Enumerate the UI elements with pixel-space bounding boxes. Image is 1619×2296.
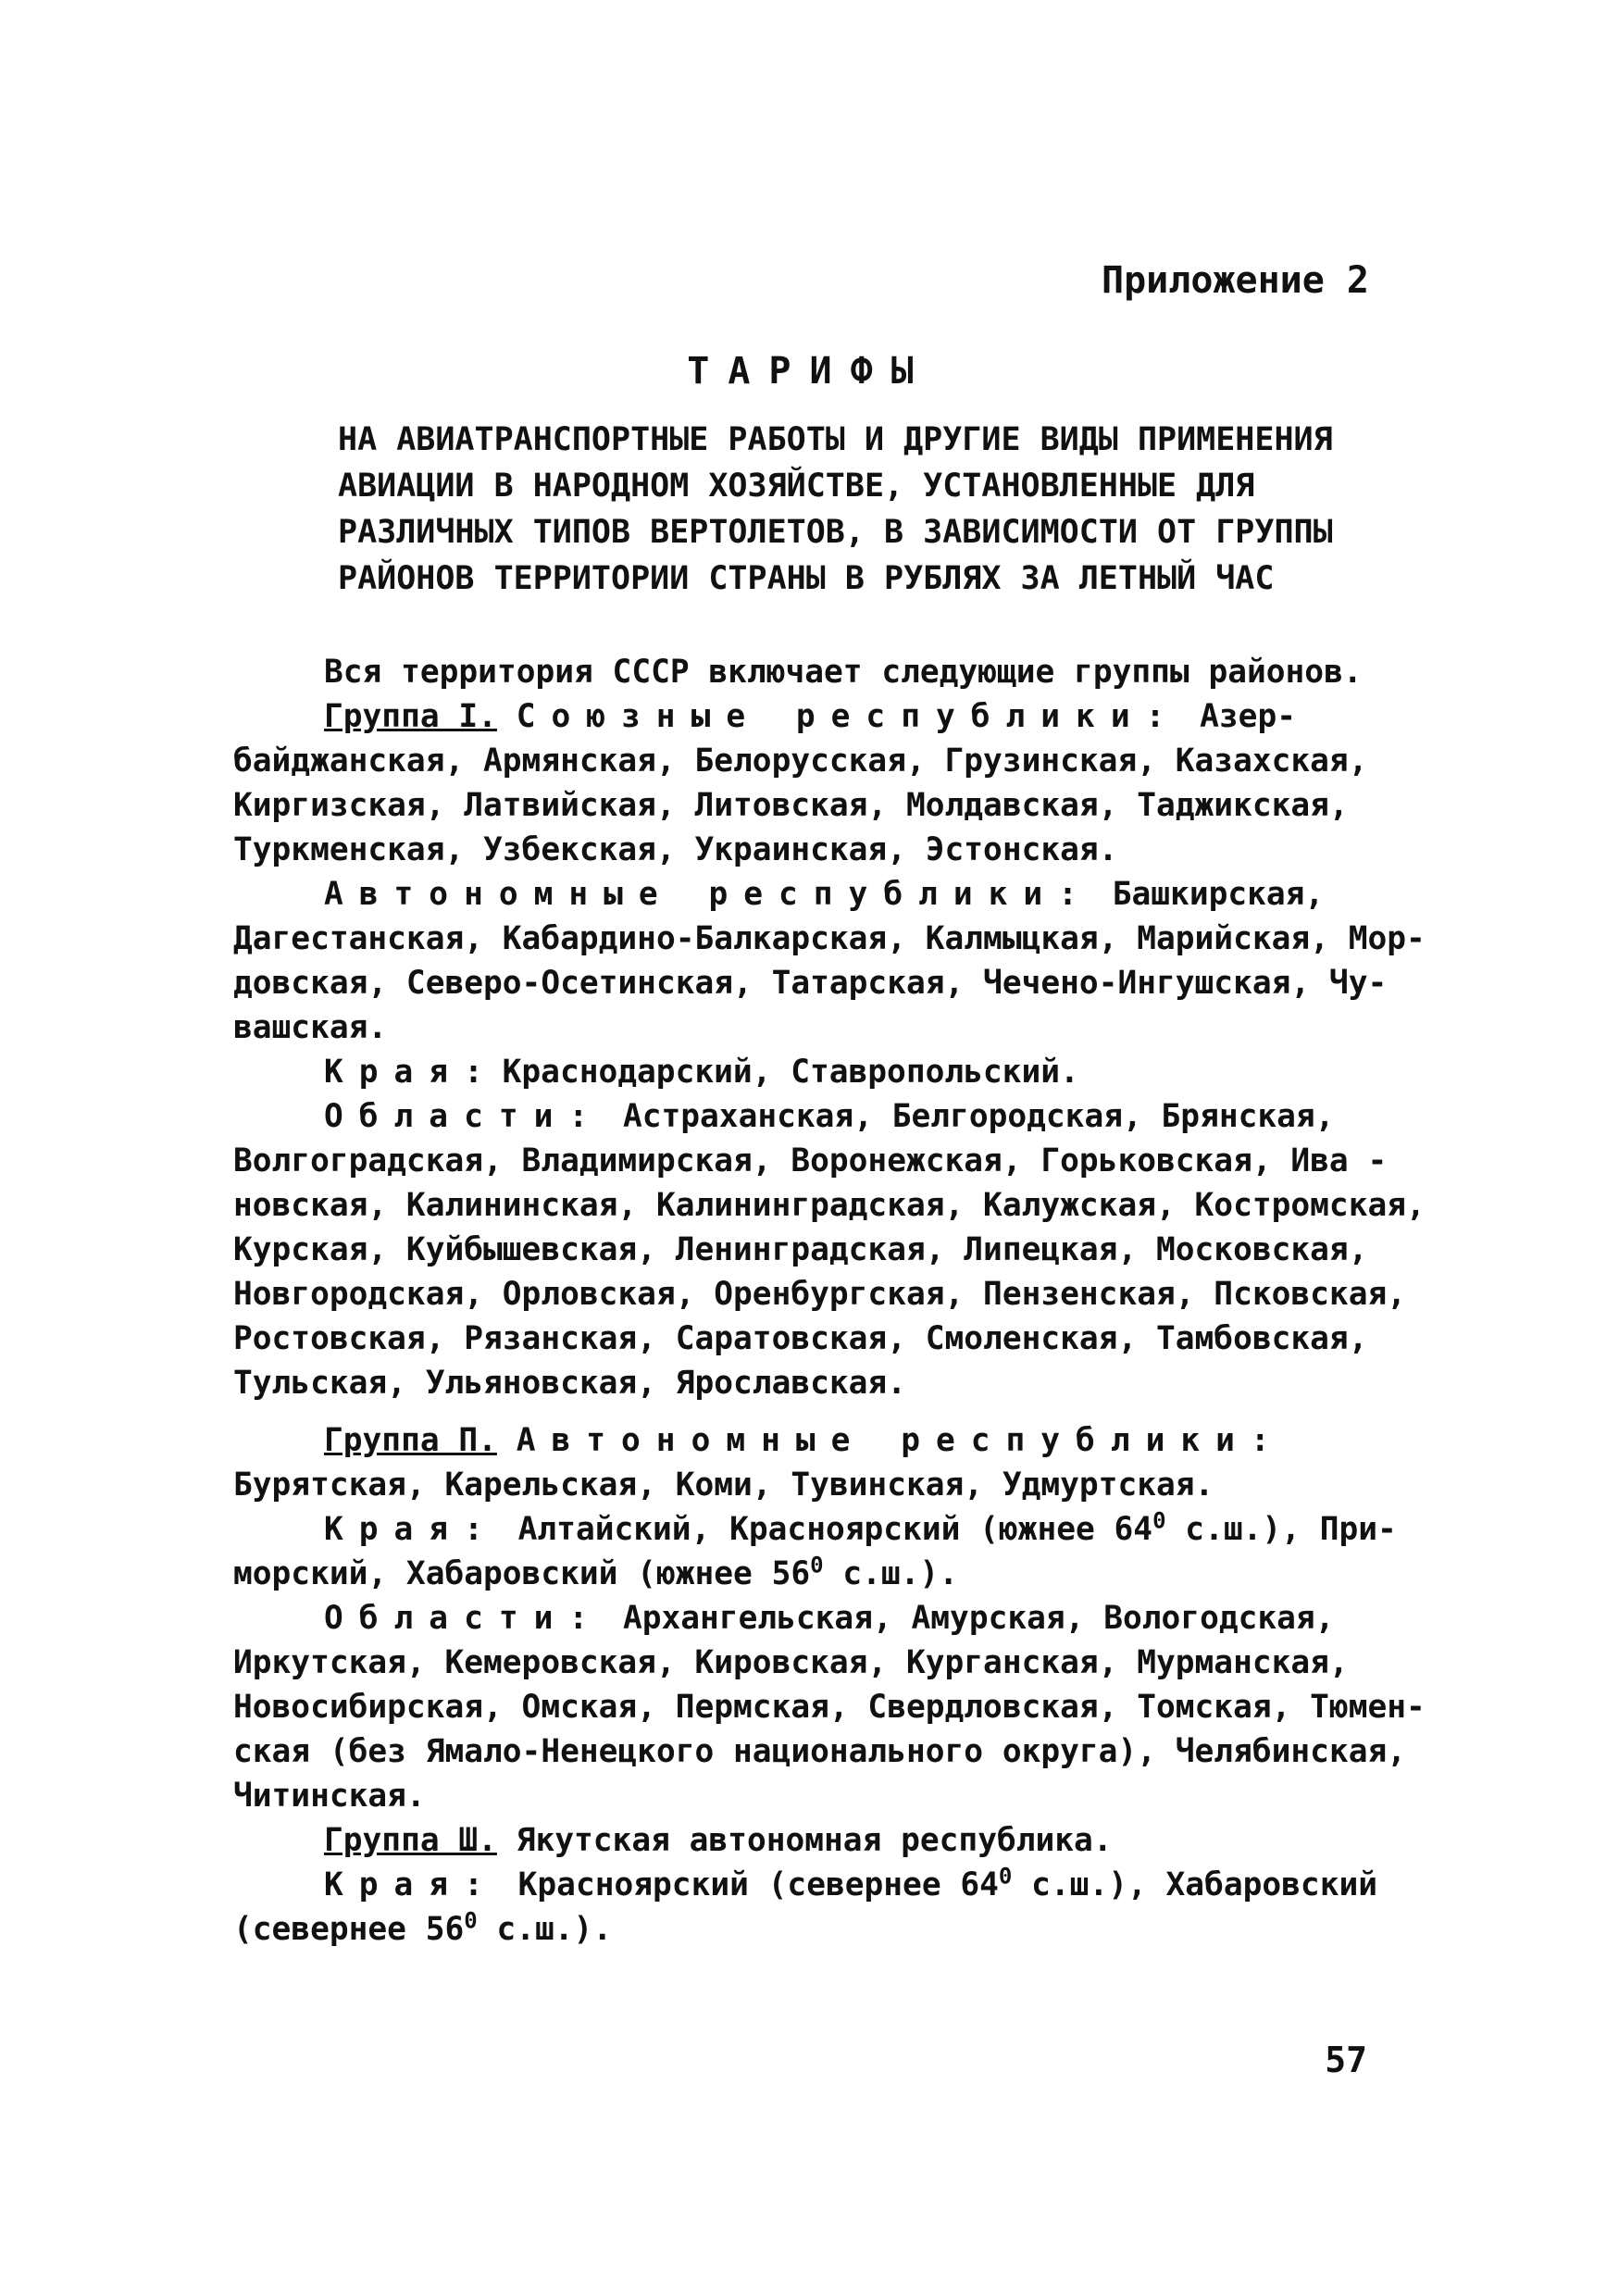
document-title: ТАРИФЫ bbox=[687, 350, 932, 393]
group2-obl-text: Архангельская, Амурская, Вологодская, bbox=[604, 1600, 1335, 1637]
group1-label: Группа I. bbox=[324, 698, 497, 735]
text-line: Иркутская, Кемеровская, Кировская, Курганская, Мурманская, bbox=[233, 1644, 1349, 1681]
text-line bbox=[233, 1907, 1400, 1952]
group1-union-line bbox=[233, 694, 1400, 739]
group1-union-title: Союзные республики: bbox=[516, 698, 1181, 735]
degree-sup: 0 bbox=[998, 1863, 1013, 1890]
group3-line bbox=[233, 1818, 1400, 1863]
text-fragment: морский, Хабаровский (южнее 56 bbox=[233, 1555, 811, 1592]
group3-text: Якутская автономная республика. bbox=[496, 1822, 1113, 1859]
group1-kray-title: Края bbox=[324, 1054, 465, 1091]
group2-obl-line bbox=[233, 1596, 1400, 1641]
text-line bbox=[233, 1552, 1400, 1596]
text-line: байджанская, Армянская, Белорусская, Грузинская, Казахская, bbox=[233, 742, 1368, 780]
group1-kray-text: : Краснодарский, Ставропольский. bbox=[464, 1054, 1079, 1091]
text-line: довская, Северо-Осетинская, Татарская, Чечено-Ингушская, Чу- bbox=[233, 965, 1388, 1002]
text-line: Ростовская, Рязанская, Саратовская, Смоленская, Тамбовская, bbox=[233, 1320, 1368, 1357]
text-line: Тульская, Ульяновская, Ярославская. bbox=[233, 1365, 906, 1402]
subtitle-line: АВИАЦИИ В НАРОДНОМ ХОЗЯЙСТВЕ, УСТАНОВЛЕННЫЕ ДЛЯ bbox=[338, 468, 1255, 505]
intro-paragraph: Вся территория СССР включает следующие группы районов. bbox=[324, 654, 1363, 691]
text-line: Волгоградская, Владимирская, Воронежская, Горьковская, Ива - bbox=[233, 1142, 1388, 1179]
text-line: Бурятская, Карельская, Коми, Тувинская, Удмуртская. bbox=[233, 1466, 1214, 1504]
group2-auto-title: Автономные республики: bbox=[516, 1422, 1286, 1459]
text-line: новская, Калининская, Калининградская, Калужская, Костромская, bbox=[233, 1187, 1426, 1224]
text-line: Туркменская, Узбекская, Украинская, Эстонская. bbox=[233, 831, 1118, 868]
group2-auto-line bbox=[233, 1418, 1400, 1463]
text-line: ская (без Ямало-Ненецкого национального округа), Челябинская, bbox=[233, 1733, 1407, 1770]
group1-auto-title: Автономные республики: bbox=[324, 876, 1093, 913]
text-fragment: Красноярский (севернее 64 bbox=[498, 1866, 999, 1903]
group3-kray-line bbox=[233, 1863, 1400, 1907]
text-fragment: с.ш.). bbox=[477, 1911, 613, 1948]
document-body bbox=[233, 650, 1426, 1952]
group2-kray-title: Края: bbox=[324, 1511, 499, 1548]
group1-kray-line bbox=[233, 1050, 1400, 1094]
group2-obl-title: Области: bbox=[324, 1600, 604, 1637]
degree-sup: 0 bbox=[1152, 1507, 1166, 1534]
appendix-label: Приложение 2 bbox=[1102, 259, 1369, 302]
text-line: Читинская. bbox=[233, 1778, 426, 1815]
text-line: Курская, Куйбышевская, Ленинградская, Липецкая, Московская, bbox=[233, 1231, 1368, 1268]
text-fragment: с.ш.), При- bbox=[1165, 1511, 1397, 1548]
degree-sup: 0 bbox=[810, 1552, 824, 1578]
document-subtitle bbox=[338, 417, 1333, 602]
group1-obl-title: Области: bbox=[324, 1098, 604, 1135]
subtitle-line: РАЗЛИЧНЫХ ТИПОВ ВЕРТОЛЕТОВ, В ЗАВИСИМОСТИ ОТ ГРУППЫ bbox=[338, 514, 1333, 551]
text-fragment: с.ш.). bbox=[823, 1555, 958, 1592]
group1-auto-line bbox=[233, 872, 1400, 917]
text-fragment: с.ш.), Хабаровский bbox=[1012, 1866, 1378, 1903]
text-line: вашская. bbox=[233, 1009, 388, 1046]
subtitle-line: НА АВИАТРАНСПОРТНЫЕ РАБОТЫ И ДРУГИЕ ВИДЫ ПРИМЕНЕНИЯ bbox=[338, 421, 1333, 458]
text-line: Киргизская, Латвийская, Литовская, Молдавская, Таджикская, bbox=[233, 787, 1349, 824]
text-line: Новосибирская, Омская, Пермская, Свердловская, Томская, Тюмен- bbox=[233, 1689, 1426, 1726]
group1-union-text: Азер- bbox=[1180, 698, 1296, 735]
group3-label: Группа Ш. bbox=[324, 1822, 497, 1859]
group2-kray-line bbox=[233, 1507, 1400, 1552]
group3-kray-title: Края: bbox=[324, 1866, 499, 1903]
group2-label: Группа П. bbox=[324, 1422, 497, 1459]
subtitle-line: РАЙОНОВ ТЕРРИТОРИИ СТРАНЫ В РУБЛЯХ ЗА ЛЕТНЫЙ ЧАС bbox=[338, 560, 1275, 597]
group1-obl-line bbox=[233, 1094, 1400, 1139]
text-line: Новгородская, Орловская, Оренбургская, Пензенская, Псковская, bbox=[233, 1276, 1407, 1313]
group1-obl-text: Астраханская, Белгородская, Брянская, bbox=[604, 1098, 1335, 1135]
group1-auto-text: Башкирская, bbox=[1092, 876, 1325, 913]
text-line: Дагестанская, Кабардино-Балкарская, Калмыцкая, Марийская, Мор- bbox=[233, 920, 1426, 957]
page-number: 57 bbox=[1325, 2040, 1367, 2080]
text-fragment: Алтайский, Красноярский (южнее 64 bbox=[498, 1511, 1153, 1548]
degree-sup: 0 bbox=[464, 1907, 478, 1934]
text-fragment: (севернее 56 bbox=[233, 1911, 465, 1948]
